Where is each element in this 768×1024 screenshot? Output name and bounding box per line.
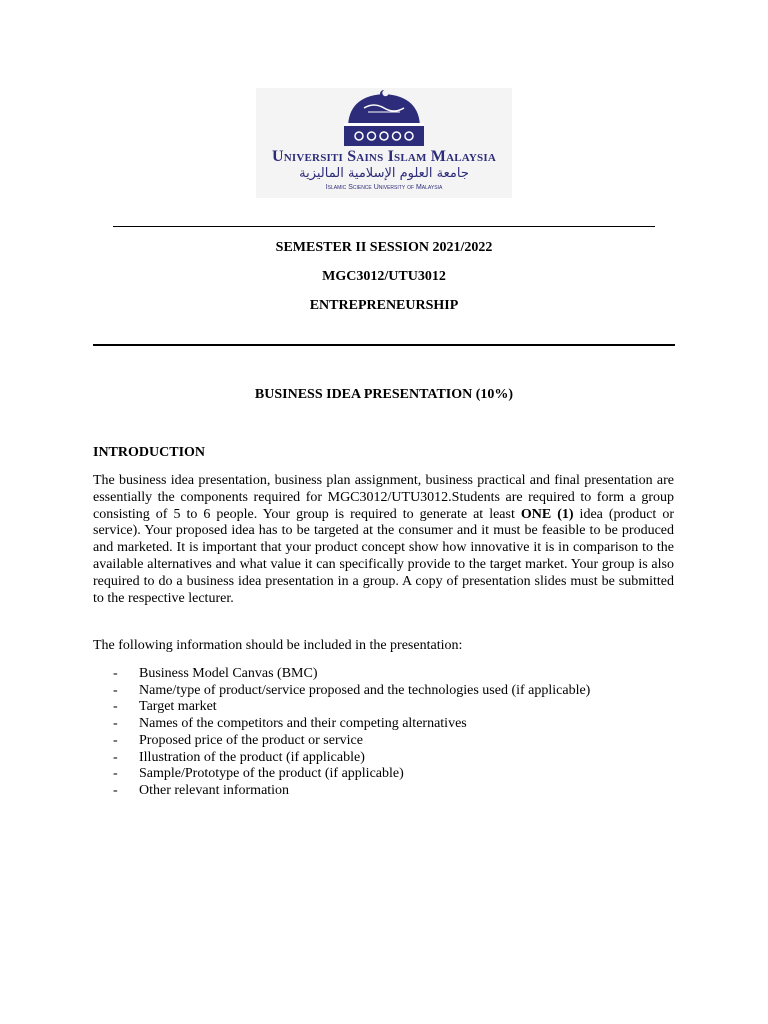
logo-university-name: Universiti Sains Islam Malaysia [271,148,496,165]
list-item-text: Sample/Prototype of the product (if applicable) [139,766,404,782]
list-item-text: Proposed price of the product or service [139,732,363,748]
mosque-emblem-icon [256,88,512,150]
introduction-heading: INTRODUCTION [93,445,206,460]
bullet-dash: - [113,732,118,748]
bullet-dash: - [113,699,118,715]
list-item-text: Other relevant information [139,782,290,798]
course-code-line: MGC3012/UTU3012 [322,269,446,284]
list-item [113,783,590,800]
list-item [113,716,590,733]
list-item [113,699,590,716]
list-item [113,733,590,750]
bullet-dash: - [113,749,118,765]
logo-arabic-name: جامعة العلوم الإسلامية الماليزية [299,166,469,181]
intro-text-part1: The business idea presentation, business plan assignment, business practical and final presentation are essentially the components required for MGC3012/UTU3012.Students are required to form a group consisting of 5 to 6 people. Your group is required to generate at least [93,473,674,522]
list-item-text: Illustration of the product (if applicable) [139,749,365,765]
list-item-text: Names of the competitors and their competing alternatives [139,716,467,732]
bullet-dash: - [113,682,118,698]
bullet-dash: - [113,666,118,681]
list-item [113,683,590,700]
intro-text-bold: ONE (1) [520,506,574,522]
document-title: BUSINESS IDEA PRESENTATION (10%) [254,387,514,402]
list-item-text: Name/type of product/service proposed and the technologies used (if applicable) [139,682,591,698]
top-divider [113,226,655,227]
list-item [113,666,590,683]
course-name-line: ENTREPRENEURSHIP [309,298,459,313]
list-item [113,750,590,767]
university-logo [256,88,512,198]
bullet-dash: - [113,716,118,732]
intro-text-part2: idea (product or service). Your proposed idea has to be targeted at the consumer and it must be feasible to be produced and marketed. It is important that your product concept show how innovative it is in comparison to the available alternatives and what value it can specifically provide to the target market. Your group is also required to do a business idea presentation in a group. A copy of presentation slides must be submitted to the respective lecturer. [93,506,674,606]
bullet-dash: - [113,782,118,798]
list-item-text: Business Model Canvas (BMC) [139,666,318,681]
bullet-dash: - [113,766,118,782]
requirements-list [113,666,590,800]
bottom-divider [93,344,675,346]
list-item-text: Target market [139,699,217,715]
semester-line: SEMESTER II SESSION 2021/2022 [275,240,493,255]
logo-english-subtitle: Islamic Science University of Malaysia [325,184,443,191]
introduction-paragraph [93,473,674,607]
list-item [113,766,590,783]
requirements-lead-paragraph: The following information should be included in the presentation: [93,638,463,653]
